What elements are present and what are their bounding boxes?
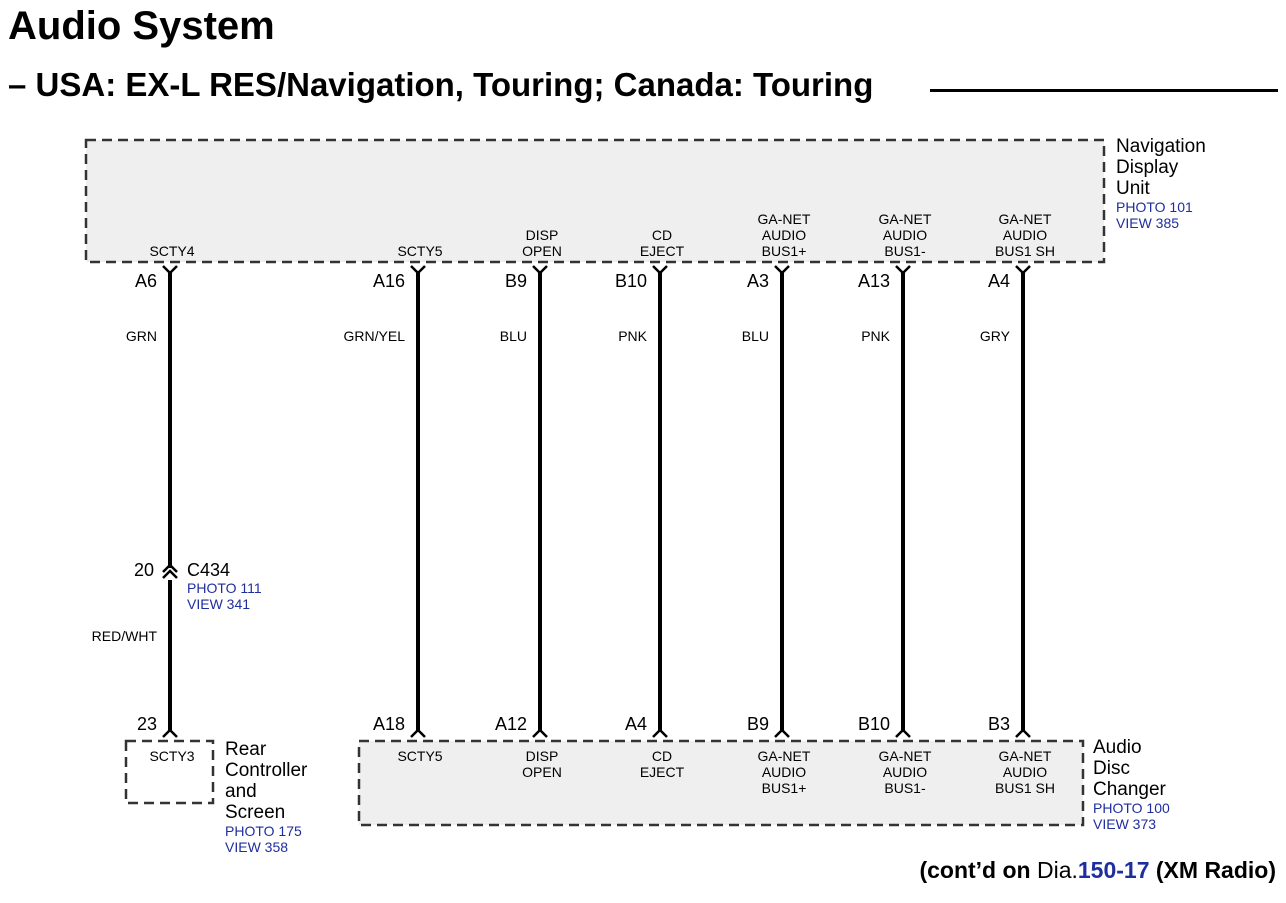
signal-label: AUDIO [761, 764, 807, 780]
wire-color-label: GRN/YEL [343, 328, 405, 344]
signal-label: AUDIO [882, 764, 928, 780]
pin-label: A4 [987, 271, 1010, 291]
terminal-symbol [1016, 266, 1030, 273]
c434-view[interactable]: VIEW 341 [187, 596, 251, 612]
audio-disc-changer-view[interactable]: VIEW 373 [1093, 816, 1157, 832]
signal-label: GA-NET [757, 748, 811, 764]
signal-label: SCTY5 [397, 748, 443, 764]
wire-color-label: BLU [741, 328, 769, 344]
signal-label: GA-NET [757, 211, 811, 227]
pin-label: A6 [134, 271, 157, 291]
terminal-symbol [896, 266, 910, 273]
pin-label: B9 [746, 714, 769, 734]
signal-label: BUS1- [884, 780, 926, 796]
signal-label: EJECT [639, 764, 685, 780]
pin-label: 23 [136, 714, 157, 734]
pin-label: A12 [494, 714, 527, 734]
signal-label: EJECT [639, 243, 685, 259]
page-title: Audio System [8, 4, 275, 48]
signal-label: DISP [525, 227, 559, 243]
pin-label: B10 [857, 714, 890, 734]
signal-label: BUS1+ [761, 243, 807, 259]
c434-photo[interactable]: PHOTO 111 [187, 580, 262, 596]
signal-label: AUDIO [761, 227, 807, 243]
terminal-symbol [775, 730, 789, 737]
pin-label: A4 [624, 714, 647, 734]
audio-disc-changer-name: Audio Disc Changer [1093, 737, 1166, 800]
wire-color-label: GRN [125, 328, 157, 344]
terminal-symbol [896, 730, 910, 737]
signal-label: BUS1 SH [995, 780, 1055, 796]
signal-label: DISP [525, 748, 559, 764]
pin-label: A13 [857, 271, 890, 291]
c434-pin: 20 [133, 560, 154, 580]
audio-disc-changer-box [359, 741, 1083, 825]
signal-label: BUS1- [884, 243, 926, 259]
pin-label: A18 [372, 714, 405, 734]
terminal-symbol [1016, 730, 1030, 737]
signal-label: GA-NET [878, 211, 932, 227]
signal-label: GA-NET [878, 748, 932, 764]
pin-label: A16 [372, 271, 405, 291]
wire-color-label: GRY [979, 328, 1010, 344]
signal-label: CD [651, 748, 673, 764]
pin-label: B9 [504, 271, 527, 291]
terminal-symbol [775, 266, 789, 273]
pin-label: B3 [987, 714, 1010, 734]
c434-name: C434 [187, 560, 231, 580]
navigation-display-unit-name: Navigation Display Unit [1116, 136, 1206, 199]
rear-controller-view[interactable]: VIEW 358 [225, 839, 289, 855]
signal-label: GA-NET [998, 211, 1052, 227]
signal-label: OPEN [522, 243, 562, 259]
signal-label: CD [651, 227, 673, 243]
rear-controller-name: Rear Controller and Screen [225, 739, 308, 823]
terminal-symbol [163, 730, 177, 737]
continuation-note: (cont’d on Dia.150-17 (XM Radio) [919, 857, 1276, 883]
page-subtitle: – USA: EX-L RES/Navigation, Touring; Canada: Touring [8, 66, 874, 103]
pin-label: A3 [746, 271, 769, 291]
terminal-symbol [411, 730, 425, 737]
signal-label: SCTY3 [149, 748, 195, 764]
diagram-link[interactable]: 150-17 [1077, 857, 1150, 883]
signal-label: GA-NET [998, 748, 1052, 764]
wire-color-label: RED/WHT [91, 628, 157, 644]
signal-label: AUDIO [882, 227, 928, 243]
navigation-display-unit-photo[interactable]: PHOTO 101 [1116, 199, 1193, 215]
signal-label: AUDIO [1002, 227, 1048, 243]
terminal-symbol [533, 266, 547, 273]
terminal-symbol [533, 730, 547, 737]
audio-disc-changer-photo[interactable]: PHOTO 100 [1093, 800, 1170, 816]
wire-color-label: PNK [618, 328, 647, 344]
wire-color-label: PNK [861, 328, 890, 344]
terminal-symbol [163, 266, 177, 273]
signal-label: SCTY4 [149, 243, 195, 259]
signal-label: BUS1 SH [995, 243, 1055, 259]
terminal-symbol [411, 266, 425, 273]
wire-color-label: BLU [499, 328, 527, 344]
terminal-symbol [653, 266, 667, 273]
signal-label: BUS1+ [761, 780, 807, 796]
signal-label: AUDIO [1002, 764, 1048, 780]
wires-group [92, 211, 1055, 796]
signal-label: SCTY5 [397, 243, 443, 259]
signal-label: OPEN [522, 764, 562, 780]
terminal-symbol [653, 730, 667, 737]
navigation-display-unit-view[interactable]: VIEW 385 [1116, 215, 1180, 231]
pin-label: B10 [614, 271, 647, 291]
navigation-display-unit-box [86, 140, 1104, 262]
rear-controller-photo[interactable]: PHOTO 175 [225, 823, 302, 839]
